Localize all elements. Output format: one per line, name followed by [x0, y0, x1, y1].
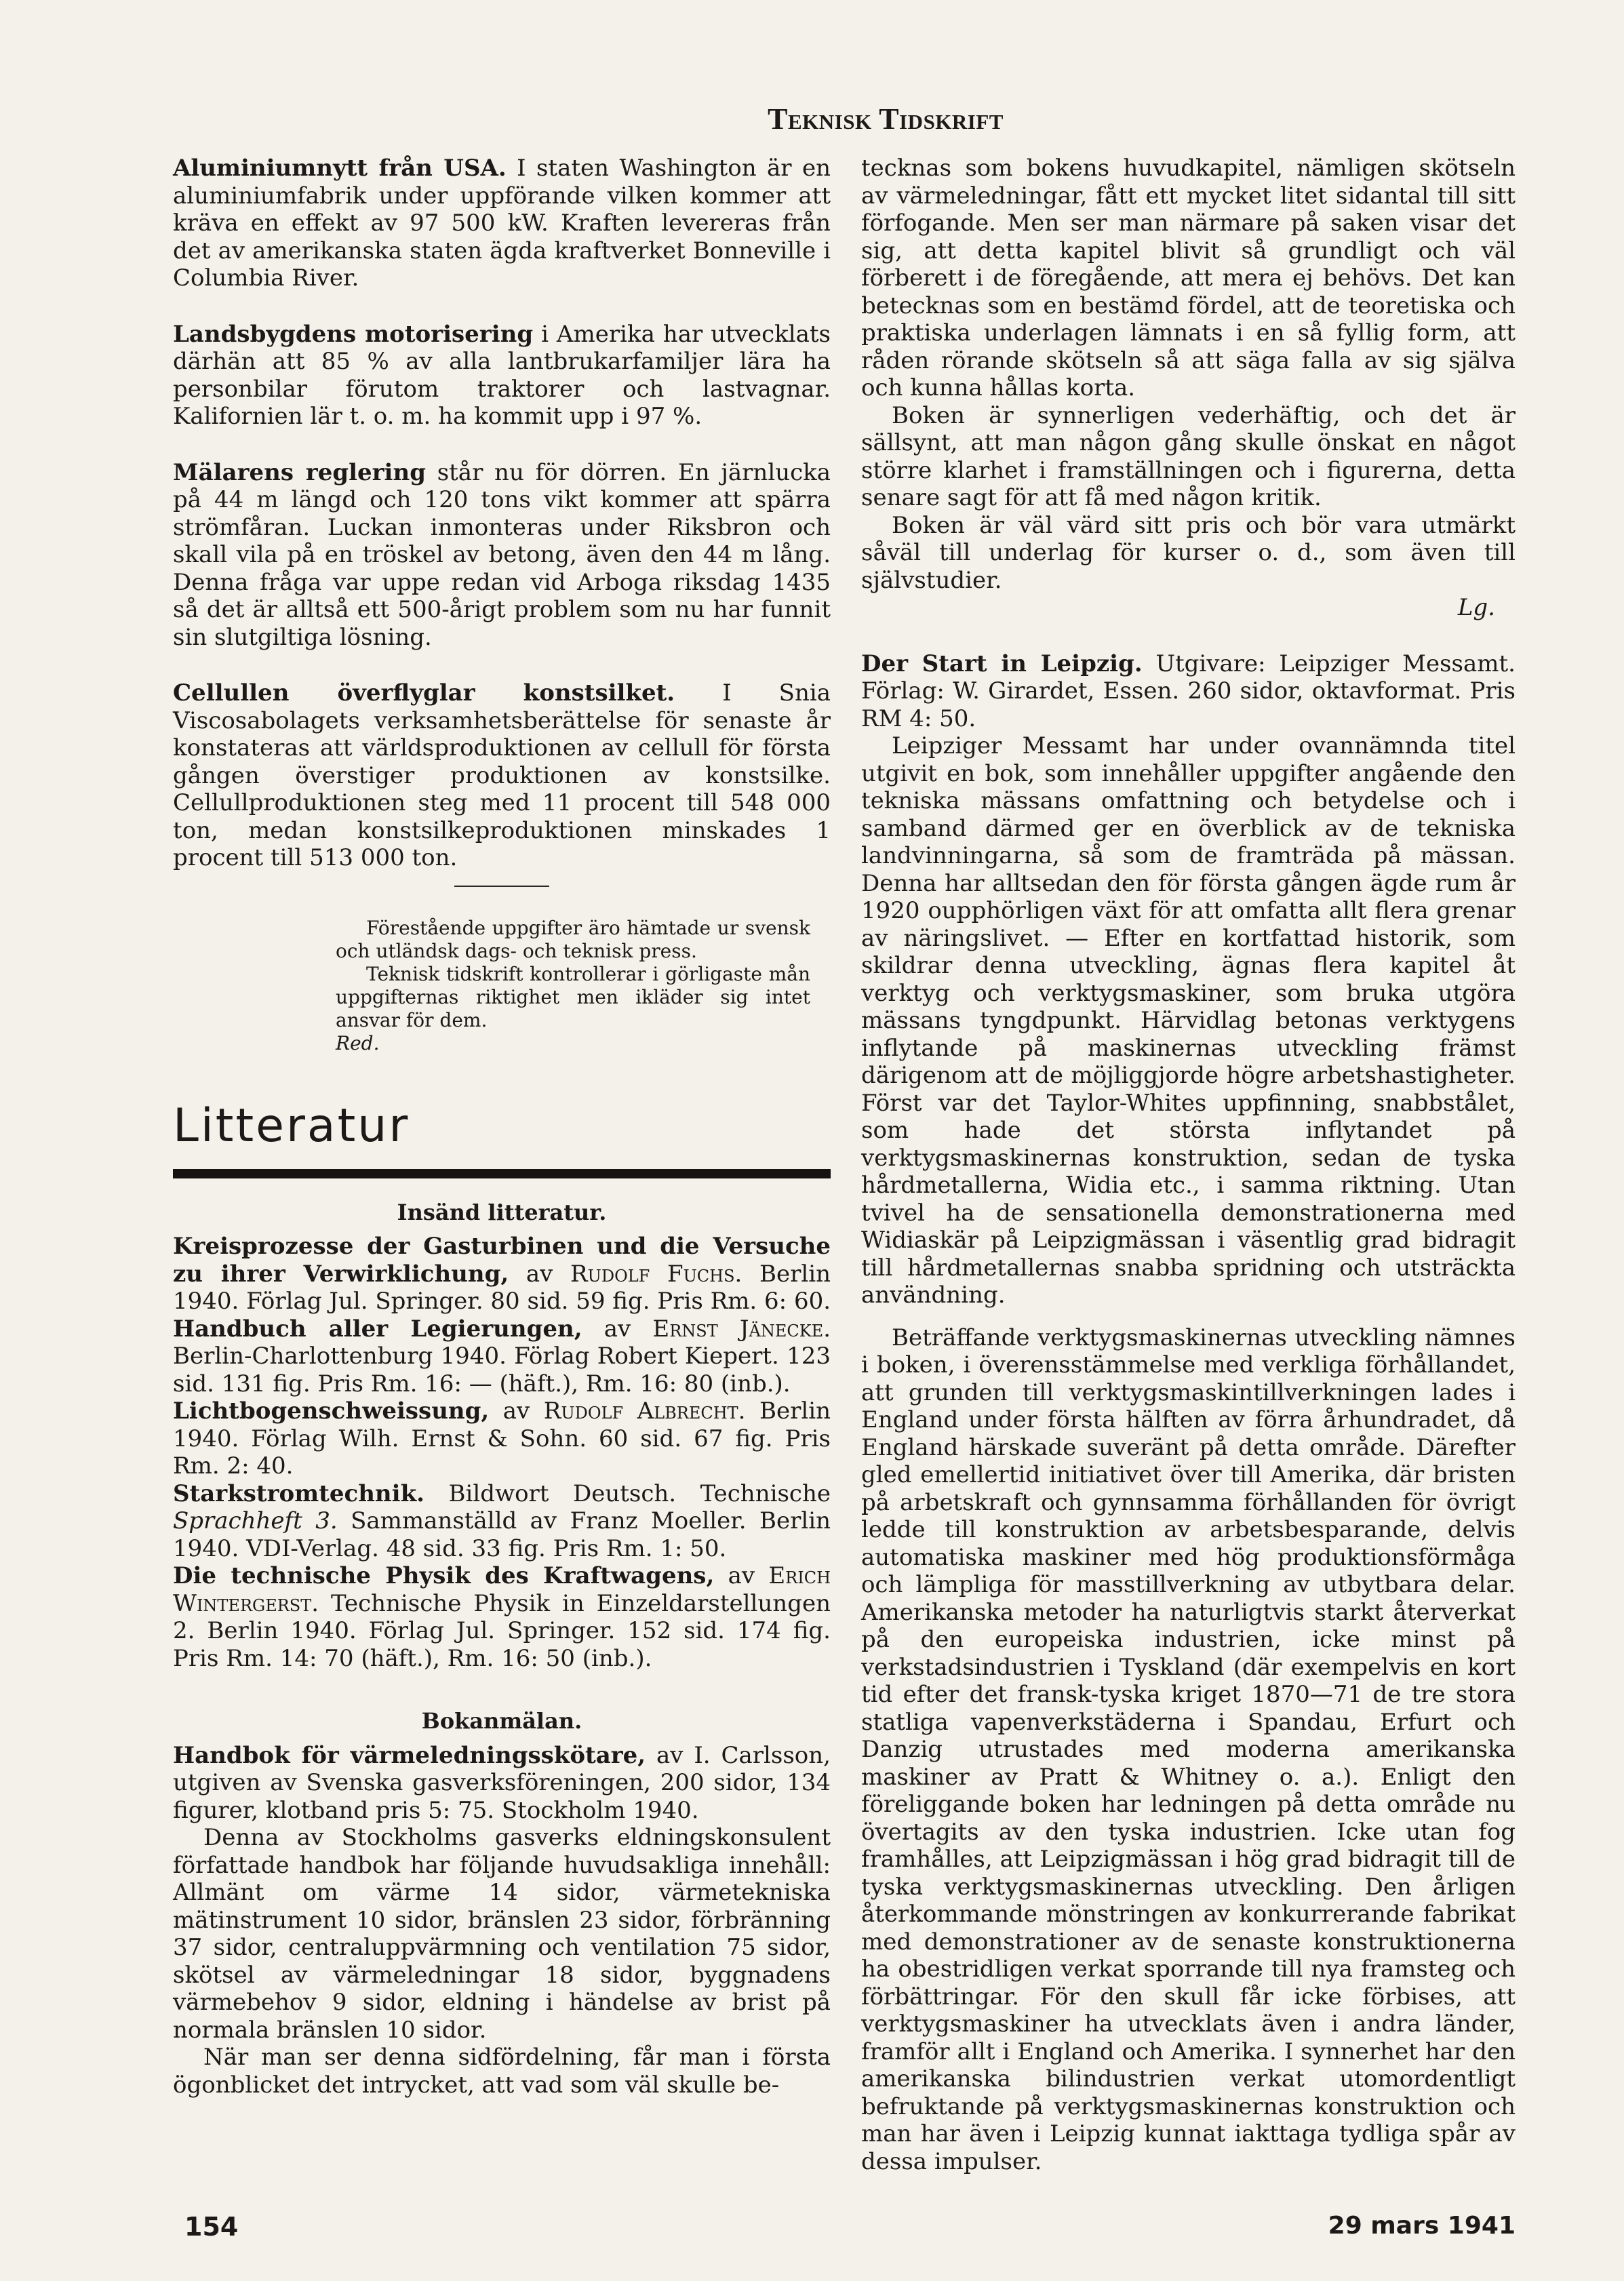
section-rule: [173, 1169, 831, 1178]
review-signature: Lg.: [1457, 594, 1495, 621]
editorial-sign: Red.: [336, 1031, 380, 1054]
review-paragraph: Boken är synnerligen vederhäftig, och det är sällsynt, att man någon gång skulle önskat en något större klarhet i framställningen och i figurerna, detta senare sagt för att få med någon kritik.: [861, 401, 1516, 511]
review-paragraph: Boken är väl värd sitt pris och bör vara utmärkt såväl till underlag för kurser o. d., som även till självstudier.: [861, 511, 1516, 594]
notice-malaren: Mälarens reglering står nu för dörren. En järnlucka på 44 m längd och 120 tons vikt kommer att spärra strömfåran. Luckan inmonteras under Riksbron och skall vila på en tröskel av betong, även den 44 m lång. Denna fråga var uppe redan vid Arboga riksdag 1435 så det är alltså ett 500-årigt problem som nu har funnit sin slutgiltiga lösning.: [173, 458, 831, 651]
left-column: [173, 155, 831, 2099]
book-entry: Kreisprozesse der Gasturbinen und die Versuche zu ihrer Verwirklichung, av Rudolf Fuchs. Berlin 1940. Förlag Jul. Springer. 80 sid. 59 fig. Pris Rm. 6: 60.: [173, 1233, 831, 1315]
review-paragraph: När man ser denna sidfördelning, får man i första ögonblicket det intrycket, att vad som väl skulle be-: [173, 2044, 831, 2099]
notice-motorisering: Landsbygdens motorisering i Amerika har utvecklats därhän att 85 % av alla lantbrukarfamiljer lära ha personbilar förutom traktorer och lastvagnar. Kalifornien lär t. o. m. ha kommit upp i 97 %.: [173, 320, 831, 430]
subhead-review: Bokanmälan.: [421, 1708, 582, 1734]
issue-date: 29 mars 1941: [1328, 2212, 1516, 2240]
editorial-note: Förestående uppgifter äro hämtade ur svensk och utländsk dags- och teknisk press. Teknisk tidskrift kontrollerar i görligaste mån uppgifternas riktighet men ikläder sig intet ansvar för dem. Red.: [336, 916, 810, 1054]
review-heading: Der Start in Leipzig. Utgivare: Leipziger Messamt. Förlag: W. Girardet, Essen. 260 sidor, oktavformat. Pris RM 4: 50.: [861, 650, 1516, 732]
section-title: Litteratur: [173, 1098, 410, 1153]
notice-cellull: Cellullen överflyglar konstsilket. I Snia Viscosabolagets verksamhetsberättelse för senaste år konstateras att världsproduktionen av cellull för första gången överstiger produktionen av konstsilke. Cellullproduktionen steg med 11 procent till 548 000 ton, medan konstsilkeproduktionen minskades 1 procent till 513 000 ton.: [173, 679, 831, 871]
review-paragraph: Beträffande verktygsmaskinernas utveckling nämnes i boken, i överensstämmelse med verkliga förhållandet, att grunden till verktygsmaskintillverkningen lades i England under första hälften av förra århundradet, då England härskade suveränt på detta område. Därefter gled emellertid initiativet över till Amerika, där bristen på arbetskraft och gynnsamma förhållanden för övrigt ledde till konstruktion av arbetsbesparande, delvis automatiska maskiner med hög produktionsförmåga och lämpliga för masstillverkning av utbytbara delar. Amerikanska metoder ha naturligtvis starkt återverkat på den europeiska industrien, icke minst på verkstadsindustrien i Tyskland (där exempelvis en kort tid efter det fransk-tyska kriget 1870—71 de tre stora statliga vapenverkstäderna i Spandau, Erfurt och Danzig utrustades med moderna amerikanska maskiner av Pratt & Whitney o. a.). Enligt den föreliggande boken har ledningen på detta område nu övertagits av den tyska industrien. Icke utan fog framhålles, att Leipzigmässan i hög grad bidragit till de tyska verktygsmaskinernas utveckling. Den årligen återkommande mönstringen av konkurrerande fabrikat med demonstrationer av de senaste konstruktionerna ha obestridligen verkat sporrande till nya framsteg och förbättringar. För den skull får icke förbises, att verktygsmaskiner ha utvecklats även i andra länder, framför allt i England och Amerika. I synnerhet har den amerikanska bilindustrien verkat utomordentligt befruktande på verktygsmaskinernas konstruktion och man har även i Leipzig kunnat iakttaga tydliga spår av dessa impulser.: [861, 1324, 1516, 2175]
page-number: 154: [184, 2212, 239, 2242]
masthead: Teknisk Tidskrift: [768, 102, 1004, 136]
book-entry: Starkstromtechnik. Bildwort Deutsch. Technische Sprachheft 3. Sammanställd av Franz Moeller. Berlin 1940. VDI-Verlag. 48 sid. 33 fig. Pris Rm. 1: 50.: [173, 1480, 831, 1562]
subhead-received: Insänd litteratur.: [397, 1199, 607, 1225]
notice-aluminium: Aluminiumnytt från USA. I staten Washington är en aluminiumfabrik under uppförande vilken kommer att kräva en effekt av 97 500 kW. Kraften levereras från det av amerikanska staten ägda kraftverket Bonneville i Columbia River.: [173, 155, 831, 292]
review-paragraph: Denna av Stockholms gasverks eldningskonsulent författade handbok har följande huvudsakliga innehåll: Allmänt om värme 14 sidor, värmetekniska mätinstrument 10 sidor, bränslen 23 sidor, förbränning 37 sidor, centraluppvärmning och ventilation 75 sidor, skötsel av värmeledningar 18 sidor, byggnadens värmebehov 9 sidor, eldning i händelse av brist på normala bränslen 10 sidor.: [173, 1824, 831, 2044]
review-heading: Handbok för värmeledningsskötare, av I. Carlsson, utgiven av Svenska gasverksföreningen, 200 sidor, 134 figurer, klotband pris 5: 75. Stockholm 1940.: [173, 1741, 831, 1824]
book-entry: Lichtbogenschweissung, av Rudolf Albrecht. Berlin 1940. Förlag Wilh. Ernst & Sohn. 60 sid. 67 fig. Pris Rm. 2: 40.: [173, 1397, 831, 1480]
book-entry: Handbuch aller Legierungen, av Ernst Jänecke. Berlin-Charlottenburg 1940. Förlag Robert Kiepert. 123 sid. 131 fig. Pris Rm. 16: — (häft.), Rm. 16: 80 (inb.).: [173, 1315, 831, 1397]
book-entry: Die technische Physik des Kraftwagens, av Erich Wintergerst. Technische Physik in Einzeldarstellungen 2. Berlin 1940. Förlag Jul. Springer. 152 sid. 174 fig. Pris Rm. 14: 70 (häft.), Rm. 16: 50 (inb.).: [173, 1562, 831, 1672]
divider: [454, 886, 549, 887]
review-paragraph: tecknas som bokens huvudkapitel, nämligen skötseln av värmeledningar, fått ett mycket litet sidantal till sitt förfogande. Men ser man närmare på saken visar det sig, att detta kapitel blivit så grundligt och väl förberett i de föregående, att mera ej behövs. Det kan betecknas som en bestämd fördel, att de teoretiska och praktiska underlagen lämnats i en så fyllig form, att råden rörande skötseln så att säga falla av sig själva och kunna hållas korta.: [861, 155, 1516, 401]
right-column: [861, 155, 1516, 2175]
review-paragraph: Leipziger Messamt har under ovannämnda titel utgivit en bok, som innehåller uppgifter angående den tekniska mässans omfattning och betydelse och i samband därmed ger en överblick av de tekniska landvinningarna, så som de framträda på mässan. Denna har alltsedan den för första gången ägde rum år 1920 oupphörligen växt för att omfatta allt flera grenar av näringslivet. — Efter en kortfattad historik, som skildrar denna utveckling, ägnas flera kapitel åt verktyg och verktygsmaskiner, som bruka utgöra mässans tyngdpunkt. Härvidlag betonas verktygens inflytande på maskinernas utveckling främst därigenom att de möjliggjorde högre arbetshastigheter. Först var det Taylor-Whites uppfinning, snabbstålet, som hade det största inflytandet på verktygsmaskinernas konstruktion, sedan de tyska hårdmetallerna, Widia etc., i samma riktning. Utan tvivel ha de sensationella demonstrationerna med Widiaskär på Leipzigmässan i väsentlig grad bidragit till hårdmetallernas snabba spridning och utsträckta användning.: [861, 732, 1516, 1309]
